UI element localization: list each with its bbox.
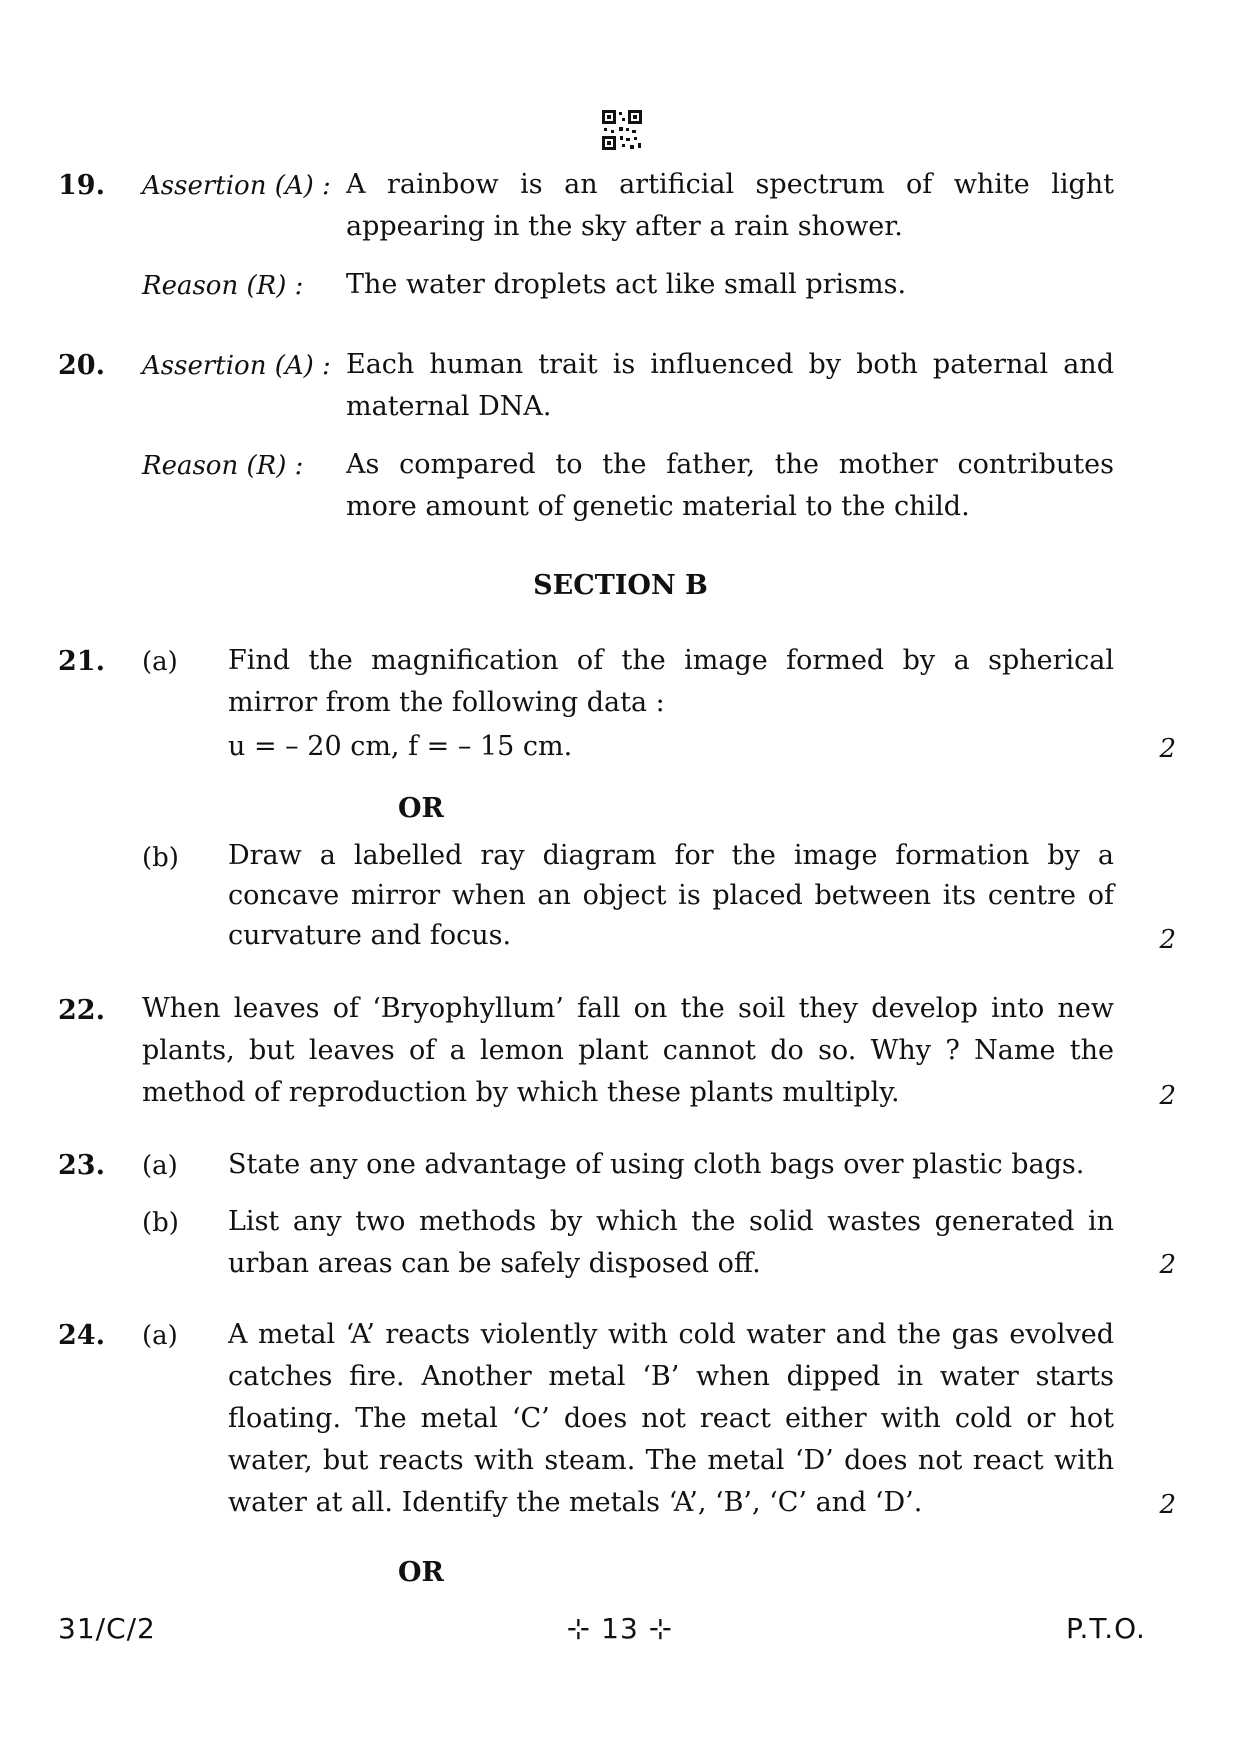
part-label: (b) — [142, 1208, 179, 1238]
ornament-left-icon: ⊹ — [566, 1612, 592, 1645]
given-data: u = – 20 cm, f = – 15 cm. — [228, 731, 573, 762]
question-number: 19. — [58, 170, 105, 201]
marks: 2 — [1159, 1250, 1176, 1280]
question-text: State any one advantage of using cloth bags over plastic bags. — [228, 1149, 1085, 1180]
question-number: 24. — [58, 1320, 105, 1351]
paper-code: 31/C/2 — [58, 1612, 156, 1645]
part-label: (a) — [142, 1321, 178, 1351]
question-text: When leaves of ‘Bryophyllum’ fall on the soil they develop into new plants, but leaves of a lemon plant cannot do so. Why ? Name the method of reproduction by which these plants multiply. — [142, 993, 1114, 1108]
or-separator: OR — [398, 1557, 444, 1588]
question-number: 22. — [58, 995, 105, 1026]
marks: 2 — [1159, 1490, 1176, 1520]
section-heading: SECTION B — [533, 570, 708, 601]
pto-label: P.T.O. — [1066, 1612, 1146, 1645]
question-text: Find the magnification of the image formed by a spherical mirror from the following data : — [228, 645, 1114, 718]
page-number-block — [560, 1612, 680, 1645]
part-label: (a) — [142, 647, 178, 677]
question-text: Draw a labelled ray diagram for the image formation by a concave mirror when an object is placed between its centre of curvature and focus. — [228, 840, 1114, 951]
reason-label: Reason (R) : — [142, 451, 304, 481]
assertion-text: A rainbow is an artificial spectrum of white light appearing in the sky after a rain shower. — [346, 169, 1114, 242]
reason-text: As compared to the father, the mother contributes more amount of genetic material to the child. — [346, 449, 1114, 522]
assertion-label: Assertion (A) : — [142, 171, 331, 201]
ornament-right-icon: ⊹ — [648, 1612, 674, 1645]
marks: 2 — [1159, 925, 1176, 955]
question-number: 20. — [58, 350, 105, 381]
marks: 2 — [1159, 734, 1176, 764]
question-text: A metal ‘A’ reacts violently with cold water and the gas evolved catches fire. Another metal ‘B’ when dipped in water starts floating. The metal ‘C’ does not react either with cold or hot water, but reacts with steam. The metal ‘D’ does not react with water at all. Identify the metals ‘A’, ‘B’, ‘C’ and ‘D’. — [228, 1319, 1114, 1518]
qr-code-icon — [602, 110, 642, 150]
assertion-text: Each human trait is influenced by both paternal and maternal DNA. — [346, 349, 1114, 422]
part-label: (a) — [142, 1151, 178, 1181]
question-number: 23. — [58, 1150, 105, 1181]
page-number: 13 — [601, 1612, 639, 1645]
question-text: List any two methods by which the solid wastes generated in urban areas can be safely disposed off. — [228, 1206, 1114, 1279]
or-separator: OR — [398, 793, 444, 824]
part-label: (b) — [142, 843, 179, 873]
reason-label: Reason (R) : — [142, 271, 304, 301]
marks: 2 — [1159, 1081, 1176, 1111]
assertion-label: Assertion (A) : — [142, 351, 331, 381]
reason-text: The water droplets act like small prisms. — [346, 269, 907, 300]
question-number: 21. — [58, 646, 105, 677]
